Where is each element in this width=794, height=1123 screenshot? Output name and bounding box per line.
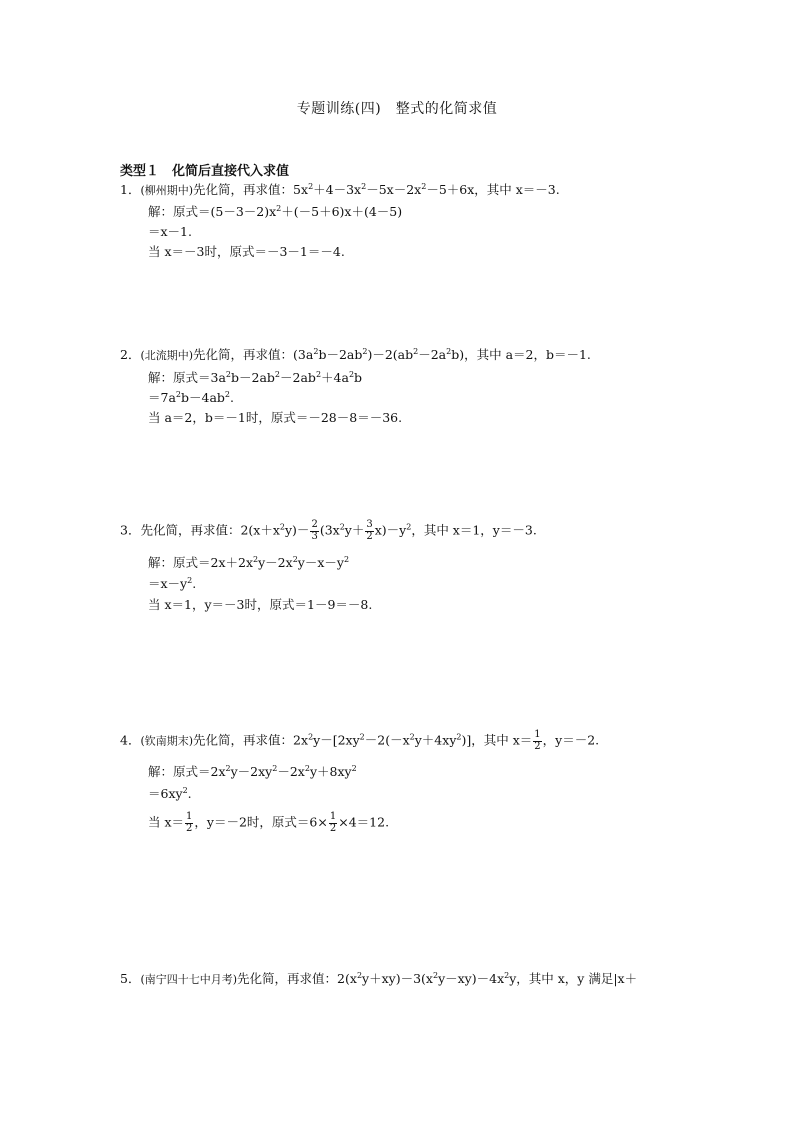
problem-2-solution-step-1: 解：原式$=3a^2b-2ab^2-2ab^2+4a^2b$ <box>148 369 363 385</box>
problem-2-solution-step-2: $=7a^2b-4ab^2$. <box>148 389 234 405</box>
problem-1-solution-step-2: ＝x－1. <box>148 224 192 239</box>
problem-2-solution-step-3: 当 a＝2，b＝－1时，原式＝－28－8＝－36. <box>148 410 403 425</box>
fraction: $\frac{1}{2}$ <box>534 729 541 752</box>
fraction: $\frac{1}{2}$ <box>186 811 193 834</box>
fraction: $\frac{2}{3}$ <box>311 519 318 542</box>
problem-2-question: 2．(北流期中)先化简，再求值：$(3a^2b-2ab^2)-2(ab^2-2a^2b)$，其中 a＝2，b＝－1. <box>120 346 591 362</box>
problem-source: (南宁四十七中月考) <box>140 973 238 986</box>
fraction: $\frac{1}{2}$ <box>329 811 337 834</box>
problem-4-solution-step-3: 当 x＝ $\frac{1}{2}$ ，y＝－2时，原式＝6× $\frac{1}{2}$ ×4＝12. <box>148 811 390 834</box>
problem-3-solution-step-1: 解：原式$=2x+2x^2y-2x^2y-x-y^2$ <box>148 554 350 570</box>
problem-3-question: 3．先化简，再求值：$2(x+x^2y)-$ $\frac{2}{3}$ ($3x^2y+$ $\frac{3}{2}$ $x)-y^2$，其中 x＝1，y＝－3. <box>120 519 537 542</box>
problem-4-question: 4．(钦南期末)先化简，再求值：$2x^2y-[2xy^2-2(-x^2y+4xy^2)]$，其中 x＝ $\frac{1}{2}$ ，y＝－2. <box>120 729 600 752</box>
problem-source: (柳州期中) <box>140 184 194 197</box>
problem-4-solution-step-1: 解：原式$=2x^2y-2xy^2-2x^2y+8xy^2$ <box>148 763 357 779</box>
problem-3-solution-step-2: $=x-y^2$. <box>148 575 197 591</box>
problem-1-solution-step-1: 解：原式$=(5-3-2)x^2+(-5+6)x+(4-5)$ <box>148 203 403 219</box>
problem-5-question: 5．(南宁四十七中月考)先化简，再求值：$2(x^2y+xy)-3(x^2y-xy)-4x^2y$，其中 x，y 满足|x＋ <box>120 970 638 986</box>
problem-source: (北流期中) <box>140 349 194 362</box>
problem-source: (钦南期末) <box>140 734 194 748</box>
page-title: 专题训练(四) 整式的化简求值 <box>296 101 498 117</box>
problem-1-solution-step-3: 当 x＝－3时，原式＝－3－1＝－4. <box>148 244 345 259</box>
problem-4-solution-step-2: $=6xy^2$. <box>148 785 192 801</box>
problem-3-solution-step-3: 当 x＝1，y＝－3时，原式＝1－9＝－8. <box>148 597 373 612</box>
problem-1-question: 1．(柳州期中)先化简，再求值：$5x^2+4-3x^2-5x-2x^2-5+6x$，其中 x＝－3. <box>120 181 560 197</box>
fraction: $\frac{3}{2}$ <box>366 519 373 542</box>
section-heading: 类型１ 化简后直接代入求值 <box>120 164 290 179</box>
